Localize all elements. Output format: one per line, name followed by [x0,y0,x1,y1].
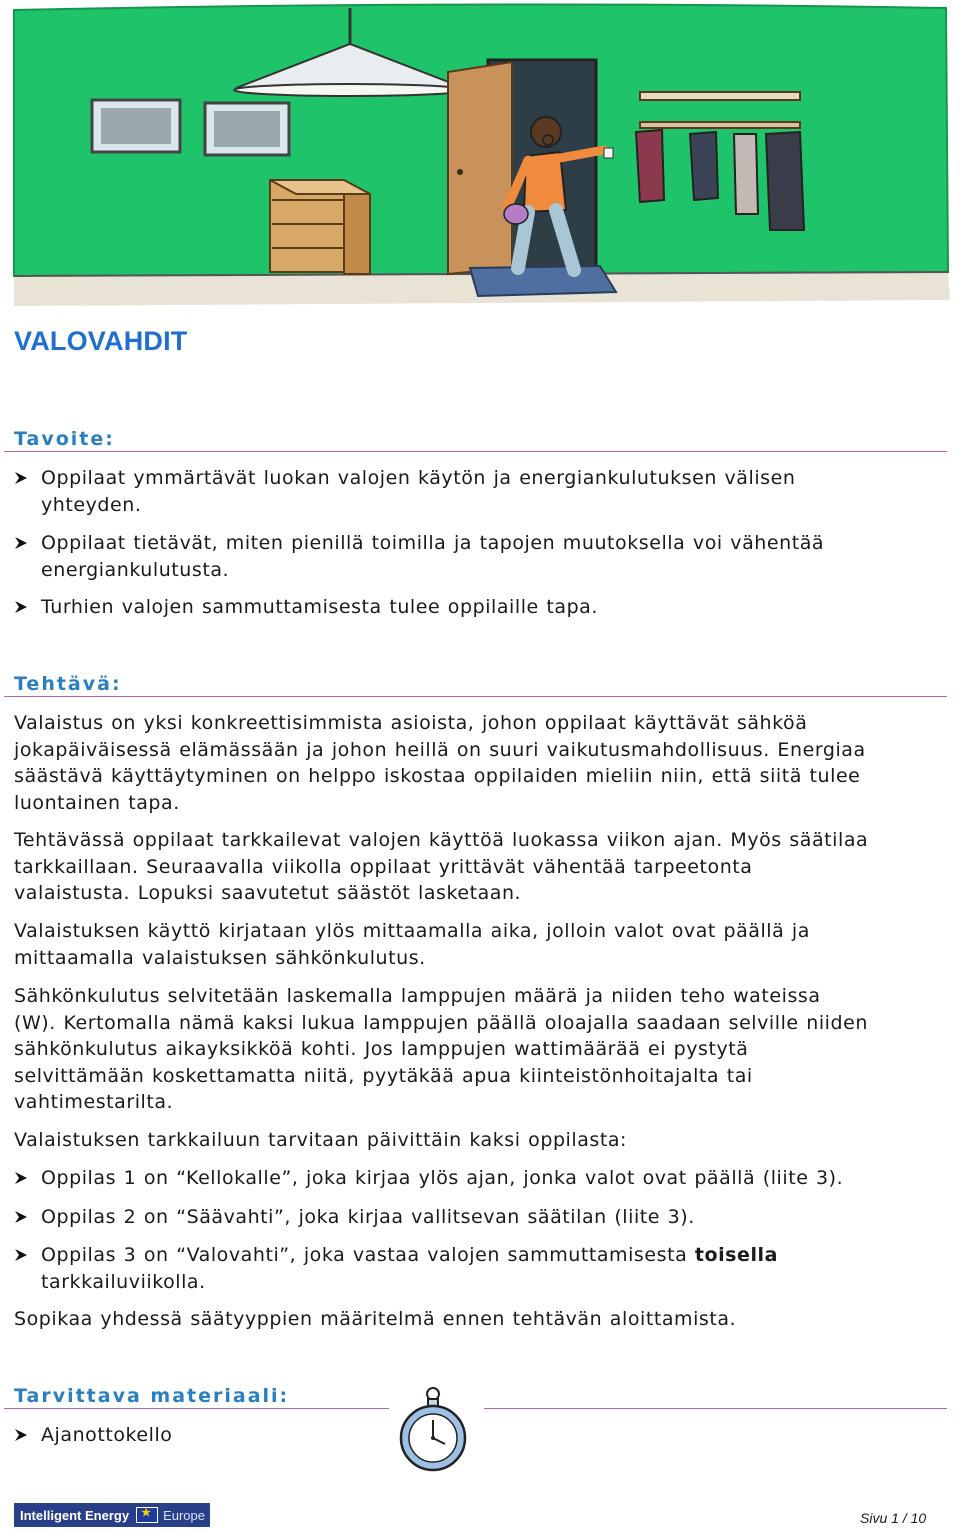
task-paragraph: Valaistuksen käyttö kirjataan ylös mittaamalla aika, jolloin valot ovat päällä ja mittaamalla valaistuksen sähkönkulutus. [14,920,810,969]
bullet-arrow-icon [14,600,28,614]
emphasis: toisella [694,1244,778,1266]
bullet-arrow-icon [14,1210,28,1224]
materials-divider [4,1408,389,1409]
goal-item [14,530,824,583]
role-text: Oppilas 2 on “Säävahti”, joka kirjaa vallitsevan säätilan (liite 3). [41,1206,695,1228]
task-paragraph: Valaistuksen tarkkailuun tarvitaan päivittäin kaksi oppilasta: [14,1129,627,1151]
intelligent-energy-europe-logo: Intelligent Energy ★ Europe [14,1503,210,1527]
material-text: Ajanottokello [41,1424,173,1446]
eu-flag-icon [136,1507,158,1523]
task-paragraph: Sähkönkulutus selvitetään laskemalla lamppujen määrä ja niiden teho wateissa (W). Kertomalla nämä kaksi lukua lamppujen päällä oloajalla saadaan selville niiden sähkönkulutus aikayksikköä kohti. Jos lamppujen wattimäärää ei pystytä selvittämään koskettamatta niitä, pyytäkää apua kiinteistönhoitajalta tai vahtimestarilta. [14,985,868,1113]
document-title: VALOVAHDIT [14,326,188,356]
goal-text: Oppilaat ymmärtävät luokan valojen käytön ja energiankulutuksen välisen yhteyden. [41,467,796,516]
goals-heading: Tavoite: [14,428,115,450]
role-item [14,1242,778,1295]
bullet-arrow-icon [14,1248,28,1262]
closing-text: Sopikaa yhdessä säätyyppien määritelmä ennen tehtävän aloittamista. [14,1308,737,1330]
header-illustration [0,0,960,312]
goals-divider [4,451,947,452]
bullet-arrow-icon [14,1428,28,1442]
material-item [14,1422,172,1449]
goal-text: Oppilaat tietävät, miten pienillä toimilla ja tapojen muutoksella voi vähentää energiankulutusta. [41,532,825,581]
goal-item [14,465,795,518]
task-heading: Tehtävä: [14,673,122,695]
page-number: Sivu 1 / 10 [860,1510,927,1526]
role-item [14,1165,843,1192]
bullet-arrow-icon [14,1171,28,1185]
task-paragraph: Valaistus on yksi konkreettisimmista asioista, johon oppilaat käyttävät sähköä jokapäiväisessä elämässään ja johon heillä on suuri vaikutusmahdollisuus. Energiaa säästävä käyttäytyminen on helppo iskostaa oppilaiden mieliin niin, että siitä tulee luontainen tapa. [14,712,866,814]
role-text: Oppilas 3 on “Valovahti”, joka vastaa valojen sammuttamisesta toisella tarkkailuviikolla. [41,1244,778,1293]
goal-item [14,594,598,621]
bullet-arrow-icon [14,471,28,485]
role-item [14,1204,695,1231]
materials-heading: Tarvittava materiaali: [14,1385,290,1407]
task-divider [4,696,947,697]
role-text: Oppilas 1 on “Kellokalle”, joka kirjaa ylös ajan, jonka valot ovat päällä (liite 3). [41,1167,844,1189]
materials-divider [484,1408,947,1409]
goal-text: Turhien valojen sammuttamisesta tulee oppilaille tapa. [41,596,598,618]
task-paragraph: Tehtävässä oppilaat tarkkailevat valojen käyttöä luokassa viikon ajan. Myös säätilaa tarkkaillaan. Seuraavalla viikolla oppilaat yrittävät vähentää tarpeetonta valaistusta. Lopuksi saavutetut säästöt lasketaan. [14,829,869,904]
stopwatch-icon [393,1386,473,1476]
bullet-arrow-icon [14,536,28,550]
